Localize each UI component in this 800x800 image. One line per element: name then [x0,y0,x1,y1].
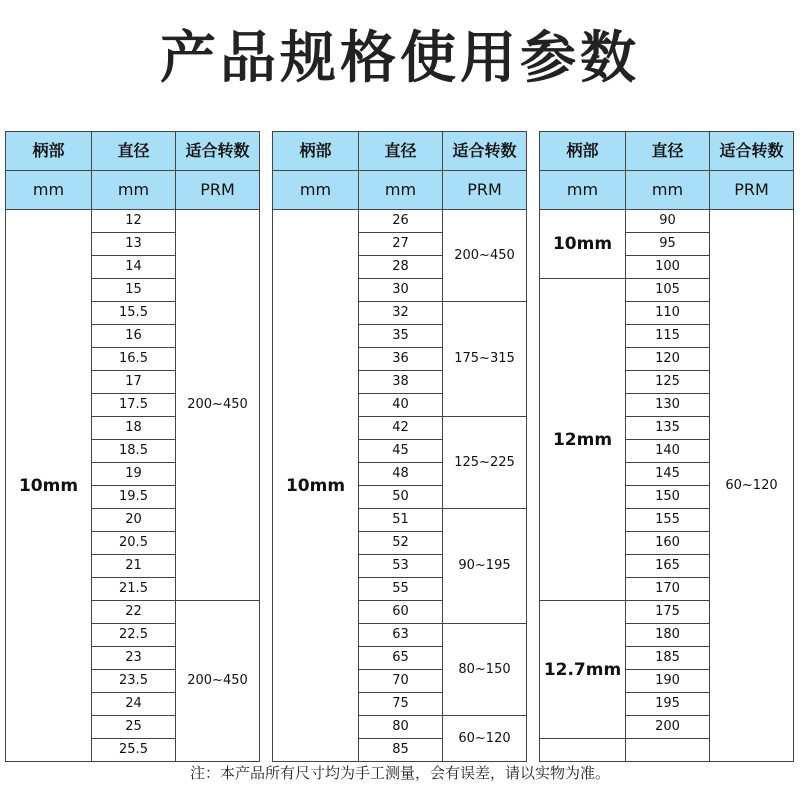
unit-row [6,171,260,210]
diameter-cell: 25 [92,716,176,739]
diameter-cell: 160 [626,532,710,555]
unit-shank: mm [540,171,626,210]
table-row [273,210,527,233]
diameter-cell: 140 [626,440,710,463]
diameter-cell: 55 [359,578,443,601]
header-row [273,132,527,171]
diameter-cell: 27 [359,233,443,256]
diameter-cell: 36 [359,348,443,371]
unit-diameter: mm [92,171,176,210]
diameter-cell [626,739,710,762]
diameter-cell: 18 [92,417,176,440]
diameter-cell: 52 [359,532,443,555]
spec-table-1 [5,131,260,762]
shank-cell: 10mm [273,210,359,762]
diameter-cell: 51 [359,509,443,532]
diameter-cell: 19 [92,463,176,486]
diameter-cell: 50 [359,486,443,509]
diameter-cell: 17.5 [92,394,176,417]
diameter-cell: 190 [626,670,710,693]
diameter-cell: 85 [359,739,443,762]
speed-cell: 125~225 [443,417,527,509]
page-title: 产品规格使用参数 [160,26,640,91]
diameter-cell: 125 [626,371,710,394]
shank-cell: 12.7mm [540,601,626,739]
diameter-cell: 135 [626,417,710,440]
diameter-cell: 90 [626,210,710,233]
header-shank: 柄部 [540,132,626,171]
diameter-cell: 63 [359,624,443,647]
diameter-cell: 175 [626,601,710,624]
diameter-cell: 155 [626,509,710,532]
diameter-cell: 18.5 [92,440,176,463]
header-diameter: 直径 [92,132,176,171]
shank-cell: 10mm [6,210,92,762]
diameter-cell: 200 [626,716,710,739]
diameter-cell: 40 [359,394,443,417]
diameter-cell: 15 [92,279,176,302]
diameter-cell: 17 [92,371,176,394]
header-diameter: 直径 [359,132,443,171]
diameter-cell: 180 [626,624,710,647]
diameter-cell: 185 [626,647,710,670]
diameter-cell: 60 [359,601,443,624]
table-row [540,210,794,233]
speed-cell: 175~315 [443,302,527,417]
diameter-cell: 22.5 [92,624,176,647]
diameter-cell: 21 [92,555,176,578]
diameter-cell: 16 [92,325,176,348]
diameter-cell: 95 [626,233,710,256]
diameter-cell: 70 [359,670,443,693]
diameter-cell: 13 [92,233,176,256]
header-speed: 适合转数 [443,132,527,171]
unit-speed: PRM [176,171,260,210]
diameter-cell: 42 [359,417,443,440]
speed-cell: 200~450 [443,210,527,302]
diameter-cell: 30 [359,279,443,302]
spec-table-3 [539,131,794,762]
header-row [6,132,260,171]
diameter-cell: 28 [359,256,443,279]
header-shank: 柄部 [6,132,92,171]
unit-diameter: mm [359,171,443,210]
unit-row [273,171,527,210]
diameter-cell: 24 [92,693,176,716]
diameter-cell: 45 [359,440,443,463]
diameter-cell: 165 [626,555,710,578]
diameter-cell: 150 [626,486,710,509]
header-diameter: 直径 [626,132,710,171]
diameter-cell: 32 [359,302,443,325]
diameter-cell: 22 [92,601,176,624]
diameter-cell: 35 [359,325,443,348]
shank-cell: 12mm [540,279,626,601]
header-speed: 适合转数 [176,132,260,171]
diameter-cell: 14 [92,256,176,279]
unit-diameter: mm [626,171,710,210]
speed-cell: 60~120 [710,210,794,762]
diameter-cell: 20.5 [92,532,176,555]
diameter-cell: 20 [92,509,176,532]
header-row [540,132,794,171]
speed-cell: 60~120 [443,716,527,762]
diameter-cell: 105 [626,279,710,302]
diameter-cell: 16.5 [92,348,176,371]
diameter-cell: 21.5 [92,578,176,601]
unit-speed: PRM [443,171,527,210]
spec-table-2 [272,131,527,762]
speed-cell: 200~450 [176,601,260,762]
diameter-cell: 120 [626,348,710,371]
diameter-cell: 23.5 [92,670,176,693]
diameter-cell: 130 [626,394,710,417]
diameter-cell: 65 [359,647,443,670]
measurement-note: 注：本产品所有尺寸均为手工测量，会有误差，请以实物为准。 [189,764,610,782]
diameter-cell: 25.5 [92,739,176,762]
unit-speed: PRM [710,171,794,210]
unit-row [540,171,794,210]
diameter-cell: 195 [626,693,710,716]
header-shank: 柄部 [273,132,359,171]
diameter-cell: 100 [626,256,710,279]
diameter-cell: 12 [92,210,176,233]
diameter-cell: 48 [359,463,443,486]
diameter-cell: 53 [359,555,443,578]
unit-shank: mm [273,171,359,210]
diameter-cell: 115 [626,325,710,348]
diameter-cell: 75 [359,693,443,716]
speed-cell: 200~450 [176,210,260,601]
speed-cell: 90~195 [443,509,527,624]
diameter-cell: 145 [626,463,710,486]
shank-cell [540,739,626,762]
diameter-cell: 23 [92,647,176,670]
diameter-cell: 80 [359,716,443,739]
unit-shank: mm [6,171,92,210]
diameter-cell: 15.5 [92,302,176,325]
table-row [6,210,260,233]
diameter-cell: 38 [359,371,443,394]
speed-cell: 80~150 [443,624,527,716]
diameter-cell: 26 [359,210,443,233]
diameter-cell: 110 [626,302,710,325]
diameter-cell: 170 [626,578,710,601]
shank-cell: 10mm [540,210,626,279]
header-speed: 适合转数 [710,132,794,171]
diameter-cell: 19.5 [92,486,176,509]
